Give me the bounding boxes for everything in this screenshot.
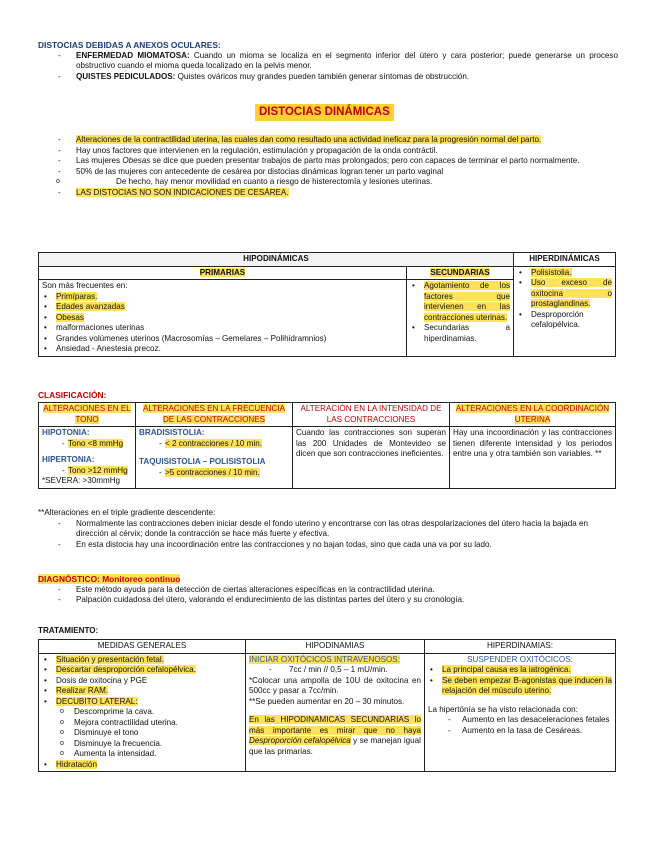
list-item: • Dosis de oxitocina y PGE [42,676,242,687]
list-item: o Disminuye la frecuencia. [42,739,242,750]
list-item: - Este método ayuda para la detección de ciertas alteraciones específicas en la contractilidad uterina. [38,585,618,596]
anexos-section [38,40,618,82]
list-item: • Hidratación [42,760,242,771]
list-item: • Edades avanzadas [42,302,403,313]
medidas-header: MEDIDAS GENERALES [39,640,246,654]
hipodinamias-header: HIPODINAMIAS [246,640,425,654]
list-item: • Uso exceso de oxitocina o prostaglandinas. [517,278,612,310]
list-item: - Hay unos factores que intervienen en la regulación, estimulación y propagación de la onda contráctil. [38,146,618,157]
list-item: o Descomprime la cava. [42,707,242,718]
diagnostico-section: DIAGNÓSTICO: Monitoreo continuo - Este método ayuda para la detección de ciertas alteraciones específicas en la contractilidad uterina. - Palpación cuidadosa del útero, valorando el endurecimiento de las distintas partes del útero y su cronología. [38,574,618,606]
list-item: - 50% de las mujeres con antecedente de cesárea por distocias dinámicas logran tener un parto vaginal [38,167,618,178]
list-item: • Obesas [42,313,403,324]
triple-section: **Alteraciones en el triple gradiente descendente: - Normalmente las contracciones deben iniciar desde el fondo uterino y encontrarse con las otras despolarizaciones del útero hacia la bajada en dirección al cérvix; donde la contracción se hace más fuerte y efectiva. - En esta distocia hay una incoordinación entre las contracciones y no bajan todas, sino que cada una va por su lado. [38,508,618,550]
tono-cell: HIPOTONIA: - Tono <8 mmHg HIPERTONIA: - Tono >12 mmHg *SEVERA: >30mmHg [39,427,136,489]
dinamicas-title: DISTOCIAS DINÁMICAS [255,104,394,121]
list-item: • Grandes volúmenes uterinos (Macrosomías – Gemelares – Polihidramnios) [42,334,403,345]
hiper-header: HIPERDINÁMICAS [514,253,616,267]
list-item: • Agotamiento de los factores que intervienen en las contracciones uterinas. [410,281,510,323]
list-item: - Alteraciones de la contractilidad uterina, las cuales dan como resultado una actividad ineficaz para la progresión normal del parto. [38,135,618,146]
frecuencia-header: ALTERACIONES EN LA FRECUENCIA DE LAS CONTRACCIONES [136,403,293,427]
secundarias-header: SECUNDARIAS [407,266,514,280]
anexos-title: DISTOCIAS DEBIDAS A ANEXOS OCULARES: [38,40,221,50]
list-item: - Aumento en la tasa de Cesáreas. [428,726,612,737]
coordinacion-header: ALTERACIONES EN LA COORDINACIÓN UTERINA [450,403,616,427]
list-item: • Realizar RAM. [42,686,242,697]
dinamicas-section [38,135,618,198]
list-item: • Situación y presentación fetal. [42,655,242,666]
intensidad-cell: Cuando las contracciones son superan las 200 Unidades de Montevideo se dicen que son contracciones ineficientes. [293,427,450,489]
tipos-table [38,252,616,357]
frecuencia-cell: BRADISISTOLIA: - < 2 contracciones / 10 min. TAQUISISTOLIA – POLISISTOLIA - >5 contracciones / 10 min. [136,427,293,489]
clasificacion-table [38,402,616,489]
list-item: - Palpación cuidadosa del útero, valorando el endurecimiento de las distintas partes del útero y su cronología. [38,595,618,606]
list-item: • Primíparas. [42,292,403,303]
tratamiento-title: TRATAMIENTO: [38,626,99,635]
list-item: o Aumenta la intensidad. [42,749,242,760]
list-item: - LAS DISTOCIAS NO SON INDICACIONES DE CESÁREA. [38,188,618,199]
list-item: - Normalmente las contracciones deben iniciar desde el fondo uterino y encontrarse con las otras despolarizaciones del útero hacia la bajada en dirección al cérvix; donde la contracción se hace más fuerte y efectiva. [38,519,618,540]
coordinacion-cell: Hay una incoordinación y las contracciones tienen diferente intensidad y los periodos entre una y otra también son variables. ** [450,427,616,489]
list-item: • Polisistolia. [517,268,612,279]
list-item: • Secundarias a hiperdinamias. [410,323,510,344]
list-item: - Aumento en las desaceleraciones fetales [428,715,612,726]
list-item: - En esta distocia hay una incoordinación entre las contracciones y no bajan todas, sino que cada una va por su lado. [38,540,618,551]
list-item: - Las mujeres Obesas se dice que pueden presentar trabajos de parto mas prolongados; pero con capaces de terminar el parto normalmente. [38,156,618,167]
list-item: o Mejora contractilidad uterina. [42,718,242,729]
list-item: o De hecho, hay menor movilidad en cuanto a riesgo de histerectomía y lesiones uterinas. [38,177,618,188]
list-item: • Ansiedad - Anestesia precoz. [42,344,403,355]
list-item: • DECUBITO LATERAL: [42,697,242,708]
hiper-cell [514,266,616,356]
hiperdinamias-header: HIPERDINAMIAS: [425,640,616,654]
secundarias-cell [407,280,514,357]
list-item: • malformaciones uterinas [42,323,403,334]
list-item: • Descartar desproporción cefalopélvica. [42,665,242,676]
list-item: • Desproporción cefalopélvica. [517,310,612,331]
primarias-header: PRIMARIAS [39,266,407,280]
clasificacion-title: CLASIFICACIÓN: [38,390,107,400]
list-item: - QUISTES PEDICULADOS: Quistes ováricos muy grandes pueden también generar síntomas de obstrucción. [38,72,618,83]
hipo-header: HIPODINÁMICAS [39,253,514,267]
tono-header: ALTERACIONES EN EL TONO [39,403,136,427]
medidas-cell [39,653,246,772]
list-item: • Se deben empezar B-agonistas que inducen la relajación del músculo uterino. [428,676,612,697]
hiperdinamias-cell: SUSPENDER OXITÓCICOS: • La principal causa es la iatrogénica. • Se deben empezar B-agonistas que inducen la relajación del músculo uterino. La hipertónía se ha visto relacionada con: - Aumento en las desaceleraciones fetales - Aumento en la tasa de Cesáreas. [425,653,616,772]
intensidad-header: ALTERACIÓN EN LA INTENSIDAD DE LAS CONTRACCIONES [293,403,450,427]
primarias-cell: Son más frecuentes en: • Primíparas. • Edades avanzadas • Obesas • malformaciones uterinas • Grandes volúmenes uterinos (Macrosomías – Gemelares – Polihidramnios) • Ansiedad - Anestesia precoz. [39,280,407,357]
tratamiento-table [38,639,616,772]
list-item: • La principal causa es la iatrogénica. [428,665,612,676]
hipodinamias-cell: INICIAR OXITÓCICOS INTRAVENOSOS: - 7cc / min // 0,5 – 1 mU/min. *Colocar una ampolla de 10U de oxitocina en 500cc y pasar a 7cc/min. **Se pueden aumentar en 20 – 30 minutos. En las HIPODINAMICAS SECUNDARIAS lo más importante es mirar que no haya Desproporción cefalopélvica y se manejan igual que las primarias. [246,653,425,772]
list-item: o Disminuye el tono [42,728,242,739]
list-item: - ENFERMEDAD MIOMATOSA: Cuando un mioma se localiza en el segmento inferior del útero y cara posterior; puede generarse un proceso obstructivo cuando el mioma queda localizado en la pelvis menor. [38,51,618,72]
